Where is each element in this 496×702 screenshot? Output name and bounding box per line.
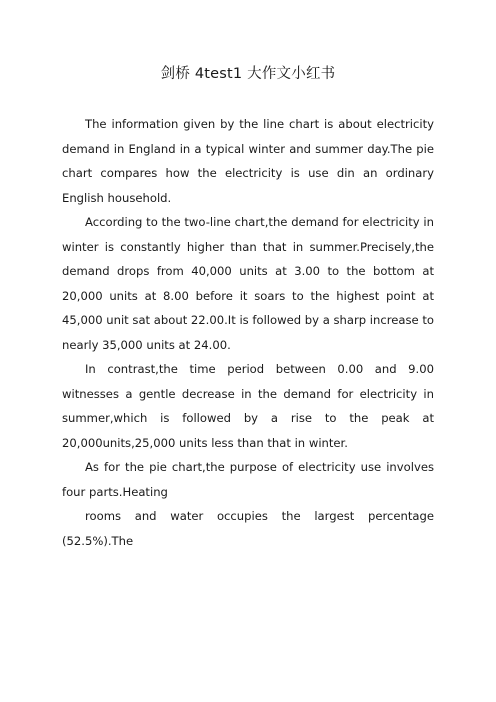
document-title: 剑桥 4test1 大作文小红书 [160,66,336,82]
document-body [62,112,434,553]
paragraph-pie-chart-continued: rooms and water occupies the largest percentage (52.5%).The [62,509,434,548]
paragraph-line-chart: According to the two-line chart,the demand for electricity in winter is constantly higher than that in summer.Precisely,the demand drops from 40,000 units at 3.00 to the bottom at 20,000 units at 8.00 before it soars to the highest point at 45,000 unit sat about 22.00.It is followed by a sharp increase to nearly 35,000 units at 24.00. [62,215,434,352]
paragraph-pie-chart: As for the pie chart,the purpose of electricity use involves four parts.Heating [62,460,434,499]
paragraph-summer-contrast: In contrast,the time period between 0.00 and 9.00 witnesses a gentle decrease in the demand for electricity in summer,which is followed by a rise to the peak at 20,000units,25,000 units less than that in winter. [62,362,434,450]
paragraph-intro: The information given by the line chart is about electricity demand in England in a typical winter and summer day.The pie chart compares how the electricity is use din an ordinary English household. [62,117,434,205]
